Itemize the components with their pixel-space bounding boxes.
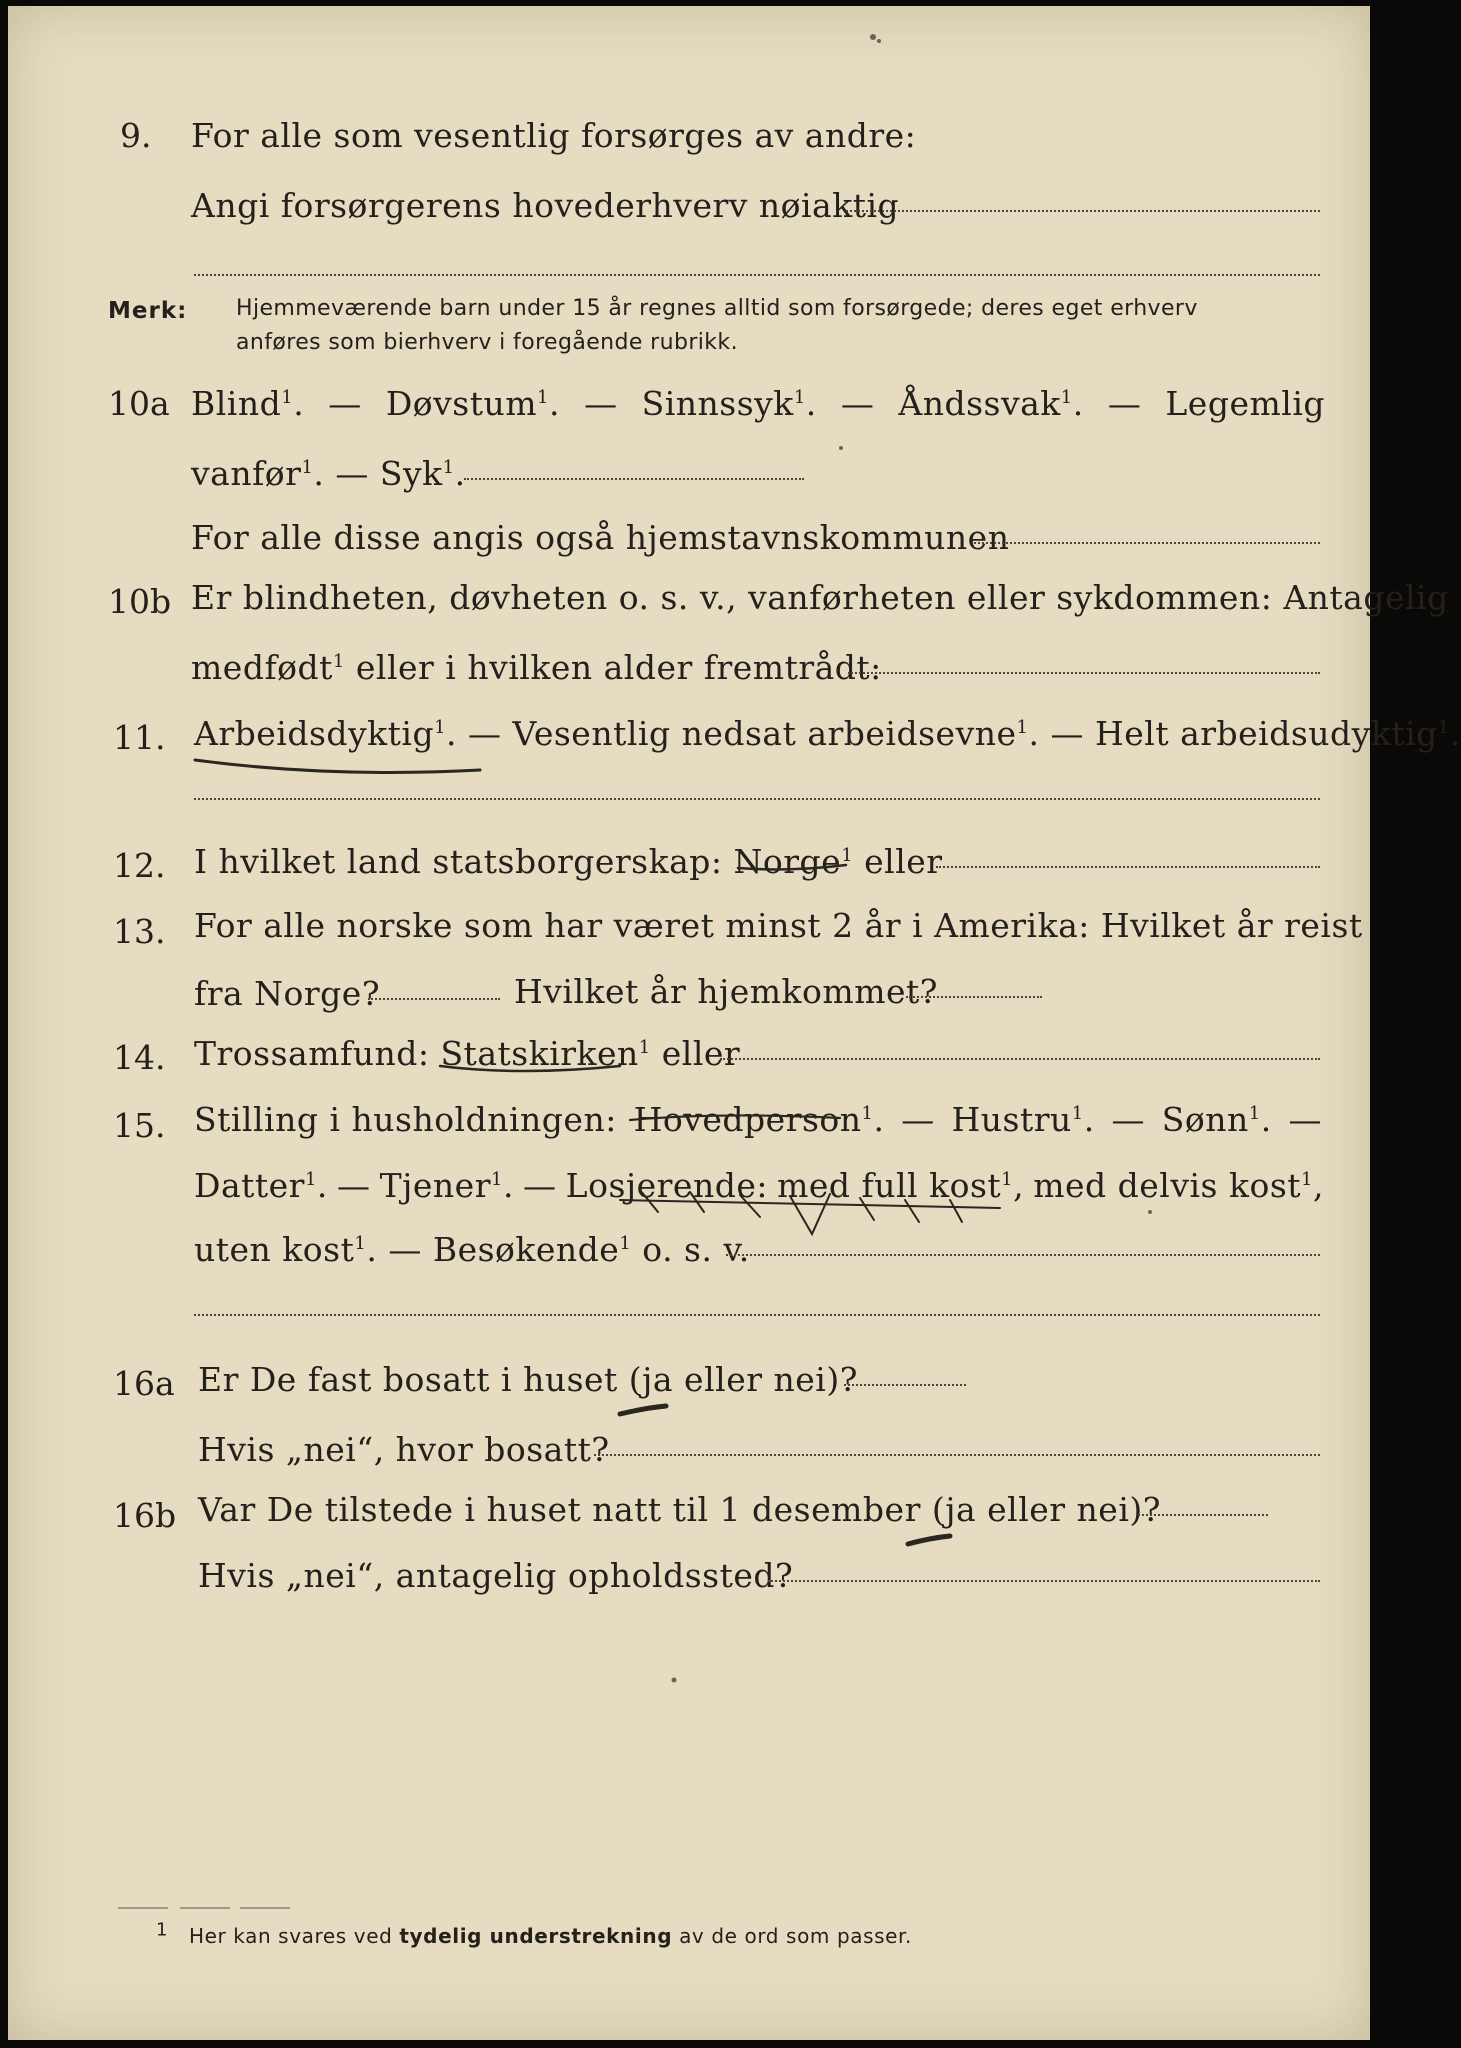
q11-line1: Arbeidsdyktig$^1$. — Vesentlig nedsat arbeidsevne$^1$. — Helt arbeidsudyktig$^1$.	[194, 714, 1461, 753]
q10b-line2: medfødt$^1$ eller i hvilken alder fremtrådt:	[191, 648, 882, 687]
merk-line2: anføres som bierhverv i foregående rubrikk.	[236, 330, 738, 355]
underline-norge	[738, 865, 846, 869]
q10a-line1: Blind$^1$. — Døvstum$^1$. — Sinnssyk$^1$. — Åndssvak$^1$. — Legemlig	[191, 384, 1325, 423]
merk-label: Merk:	[108, 298, 188, 324]
q15-line3: uten kost$^1$. — Besøkende$^1$ o. s. v.	[194, 1230, 750, 1269]
q10a-opt-dovstum: Døvstum$^1$.	[385, 384, 560, 423]
q12-opt-norge: Norge	[733, 842, 842, 881]
q12-line1: I hvilket land statsborgerskap: Norge$^1$ eller	[194, 842, 943, 881]
q14-opt-statskirken: Statskirken	[440, 1034, 639, 1073]
q15-opt-sonn: Sønn$^1$.	[1161, 1100, 1272, 1139]
q9-number: 9.	[120, 116, 152, 155]
q10b-line1: Er blindheten, døvheten o. s. v., vanførheten eller sykdommen: Antagelig	[191, 578, 1449, 617]
q11-number: 11.	[113, 718, 166, 757]
q10a-opt-sinnssyk: Sinnssyk$^1$.	[641, 384, 817, 423]
q14-number: 14.	[113, 1038, 166, 1077]
q15-opt-delvis-kost: med delvis kost$^1$,	[1033, 1166, 1324, 1205]
q16b-line2: Hvis „nei“, antagelig opholdssted?	[198, 1556, 794, 1595]
q16b-line1: Var De tilstede i huset natt til 1 desember (ja eller nei)?	[198, 1490, 1161, 1529]
q10b-number: 10b	[108, 582, 172, 621]
q12-number: 12.	[113, 846, 166, 885]
q13-part2: Hvilket år hjemkommet?	[514, 972, 938, 1011]
ink-specks	[672, 34, 1153, 1683]
q14-line1: Trossamfund: Statskirken$^1$ eller	[194, 1034, 741, 1073]
q15-opt-full-kost: med full kost$^1$,	[777, 1166, 1025, 1205]
q10a-line3: For alle disse angis også hjemstavnskommunen	[191, 518, 1010, 557]
q10a-line2: vanfør$^1$. — Syk$^1$.	[191, 454, 466, 493]
q10a-opt-blind: Blind$^1$.	[191, 384, 305, 423]
q10a-opt-legemlig: Legemlig	[1165, 384, 1325, 423]
q15-opt-tjener: Tjener$^1$.	[379, 1166, 514, 1205]
q9-line1: For alle som vesentlig forsørges av andre:	[191, 116, 917, 155]
q16a-line1: Er De fast bosatt i huset (ja eller nei)?	[198, 1360, 858, 1399]
q10a-opt-andssvak: Åndssvak$^1$.	[898, 384, 1084, 423]
q16a-line2: Hvis „nei“, hvor bosatt?	[198, 1430, 610, 1469]
underline-statskirken	[440, 1066, 620, 1071]
q15-opt-uten-kost: uten kost	[194, 1230, 355, 1269]
dash-16a	[620, 1406, 666, 1414]
q15-line1: Stilling i husholdningen: Hovedperson$^1$. — Hustru$^1$. — Sønn$^1$. —	[194, 1100, 1322, 1139]
q15-opt-besokende: Besøkende	[432, 1230, 620, 1269]
footnote: $^1$ Her kan svares ved tydelig understrekning av de ord som passer.	[156, 1919, 912, 1948]
q11-opt-udyktig: Helt arbeidsudyktig	[1094, 714, 1438, 753]
q15-opt-hovedperson: Hovedperson$^1$.	[633, 1100, 885, 1139]
q15-line2: Datter$^1$. — Tjener$^1$. — Losjerende: med full kost$^1$, med delvis kost$^1$,	[194, 1166, 1324, 1205]
q15-opt-hustru: Hustru$^1$.	[951, 1100, 1095, 1139]
underline-arbeidsdyktig	[195, 760, 480, 772]
q13-number: 13.	[113, 912, 166, 951]
q15-opt-datter: Datter$^1$.	[194, 1166, 328, 1205]
q15-number: 15.	[113, 1106, 166, 1145]
q13-part1: fra Norge?	[194, 974, 381, 1013]
dash-16b	[908, 1536, 950, 1544]
q11-opt-vesentlig: Vesentlig nedsat arbeidsevne	[512, 714, 1017, 753]
strike-losjerende	[620, 1200, 1000, 1208]
cross-marks-losjerende	[640, 1190, 962, 1234]
q11-opt-arbeidsdyktig: Arbeidsdyktig	[194, 714, 435, 753]
q10a-number: 10a	[108, 384, 170, 423]
underline-hovedperson	[630, 1115, 840, 1120]
q9-line2: Angi forsørgerens hovederhverv nøiaktig	[191, 186, 900, 225]
q16b-number: 16b	[113, 1496, 177, 1535]
q16a-number: 16a	[113, 1364, 175, 1403]
q13-line1: For alle norske som har været minst 2 år i Amerika: Hvilket år reist	[194, 906, 1363, 945]
merk-line1: Hjemmeværende barn under 15 år regnes alltid som forsørgede; deres eget erhverv	[236, 296, 1198, 321]
